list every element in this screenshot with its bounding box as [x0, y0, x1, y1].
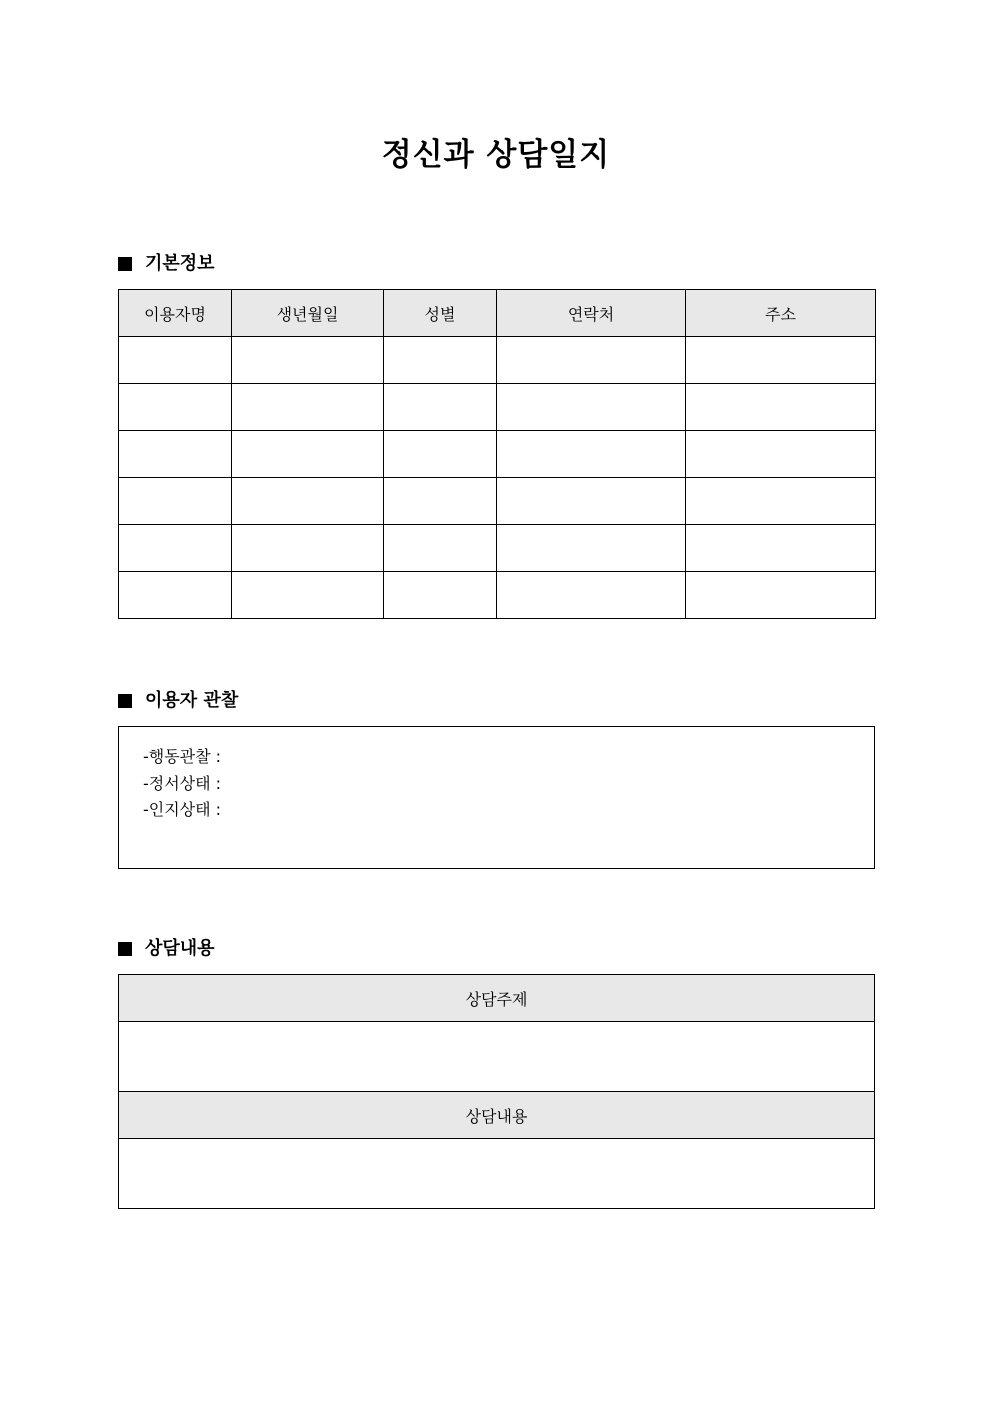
table-row — [119, 431, 876, 478]
table-cell[interactable] — [119, 525, 232, 572]
table-cell[interactable] — [384, 572, 497, 619]
square-bullet-icon — [118, 694, 132, 708]
behavior-observation-line: -행동관찰 : — [143, 747, 222, 766]
table-cell[interactable] — [119, 337, 232, 384]
counseling-topic-header: 상담주제 — [119, 975, 875, 1022]
table-row — [119, 337, 876, 384]
table-cell[interactable] — [686, 337, 876, 384]
table-cell[interactable] — [384, 525, 497, 572]
table-cell[interactable] — [497, 337, 686, 384]
counseling-table — [118, 974, 875, 1209]
table-row — [119, 478, 876, 525]
table-cell[interactable] — [497, 431, 686, 478]
column-header-name: 이용자명 — [119, 290, 232, 337]
counseling-content-field[interactable] — [119, 1139, 875, 1209]
column-header-gender: 성별 — [384, 290, 497, 337]
table-cell[interactable] — [232, 525, 384, 572]
table-cell[interactable] — [119, 431, 232, 478]
cognitive-state-line: -인지상태 : — [143, 800, 222, 819]
column-header-contact: 연락처 — [497, 290, 686, 337]
table-row — [119, 525, 876, 572]
table-cell[interactable] — [497, 478, 686, 525]
column-header-birthdate: 생년월일 — [232, 290, 384, 337]
table-cell[interactable] — [384, 384, 497, 431]
table-cell[interactable] — [119, 384, 232, 431]
section-heading-observation — [118, 689, 238, 713]
table-cell[interactable] — [232, 572, 384, 619]
column-header-address: 주소 — [686, 290, 876, 337]
table-cell[interactable] — [232, 384, 384, 431]
table-cell[interactable] — [686, 431, 876, 478]
table-cell[interactable] — [686, 572, 876, 619]
section-heading-basic-info — [118, 252, 215, 276]
table-cell[interactable] — [232, 337, 384, 384]
observation-box[interactable] — [118, 726, 875, 869]
table-cell[interactable] — [384, 337, 497, 384]
table-row — [119, 572, 876, 619]
table-cell[interactable] — [119, 572, 232, 619]
section-heading-counseling — [118, 937, 215, 961]
table-cell[interactable] — [384, 478, 497, 525]
table-cell[interactable] — [232, 431, 384, 478]
table-header-row — [119, 290, 876, 337]
table-cell[interactable] — [686, 525, 876, 572]
table-cell[interactable] — [119, 478, 232, 525]
counseling-content-header: 상담내용 — [119, 1092, 875, 1139]
square-bullet-icon — [118, 942, 132, 956]
table-cell[interactable] — [686, 384, 876, 431]
table-cell[interactable] — [497, 384, 686, 431]
page-title: 정신과 상담일지 — [381, 137, 611, 173]
emotional-state-line: -정서상태 : — [143, 774, 222, 793]
table-row — [119, 1139, 875, 1209]
table-cell[interactable] — [686, 478, 876, 525]
section-heading-label: 상담내용 — [145, 938, 215, 959]
square-bullet-icon — [118, 257, 132, 271]
counseling-topic-field[interactable] — [119, 1022, 875, 1092]
table-row — [119, 1092, 875, 1139]
table-cell[interactable] — [497, 572, 686, 619]
table-cell[interactable] — [497, 525, 686, 572]
basic-info-table — [118, 289, 876, 619]
table-cell[interactable] — [384, 431, 497, 478]
section-heading-label: 이용자 관찰 — [145, 690, 239, 711]
table-row — [119, 975, 875, 1022]
table-cell[interactable] — [232, 478, 384, 525]
table-row — [119, 384, 876, 431]
section-heading-label: 기본정보 — [145, 253, 215, 274]
table-row — [119, 1022, 875, 1092]
